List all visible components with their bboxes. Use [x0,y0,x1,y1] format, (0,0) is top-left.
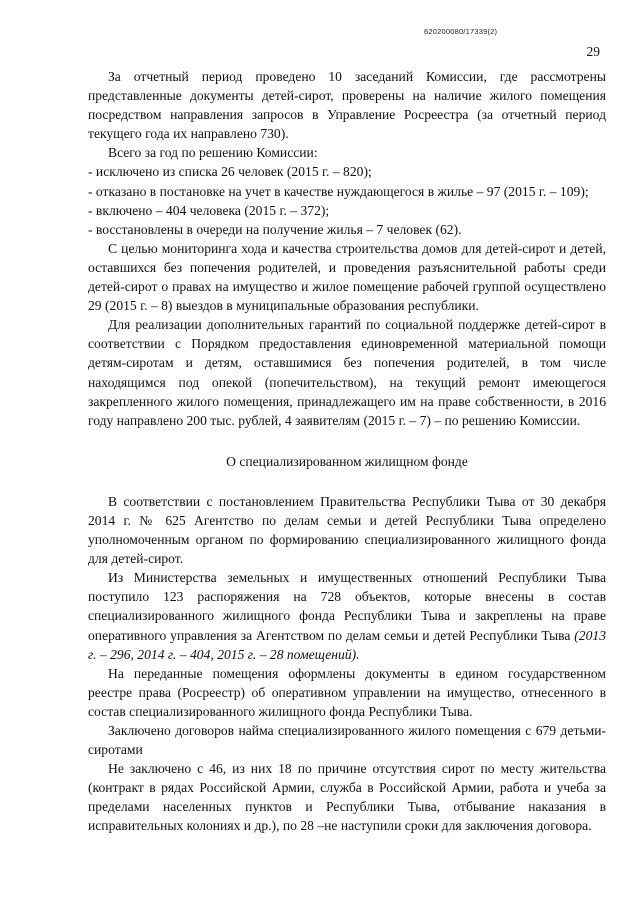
paragraph-contracts-not-concluded: Не заключено с 46, из них 18 по причине отсутствия сирот по месту жительства (контракт в рядах Российской Армии, служба в Российской Армии, работа и учеба за пределами населенных пунктов и Республики Тыва, отбывание наказания в исправительных колониях и др.), по 28 –не наступили сроки для заключения договора. [88,761,606,834]
paragraph-commission-meetings: За отчетный период проведено 10 заседаний Комиссии, где рассмотрены представленные документы детей-сирот, проверены на наличие жилого помещения посредством направления запросов в Управление Росреестра (за отчетный период текущего года их направлено 730). [88,69,606,142]
paragraph-monitoring: С целью мониторинга хода и качества строительства домов для детей-сирот и детей, оставшихся без попечения родителей, и проведения разъяснительной работы среди детей-сирот о правах на имущество и жилое помещение рабочей группой осуществлено 29 (2015 г. – 8) выездов в муниципальные образования республики. [88,240,606,314]
paragraph-additional-guarantees: Для реализации дополнительных гарантий по социальной поддержке детей-сирот в соответствии с Порядком предоставления единовременной материальной помощи детям-сиротам и детям, оставшимися без попечения родителей, в том числе находящимся под опекой (попечительством), на текущий ремонт имеющегося закрепленного жилого помещения, принадлежащего им на праве собственности, в 2016 году направлено 200 тыс. рублей, 4 заявителям (2015 г. – 7) – по решению Комиссии. [88,317,606,428]
paragraph-registration: На переданные помещения оформлены документы в едином государственном реестре права (Росреестр) об оперативном управлении на имущество, отнесенного в состав специализированного жилищного фонда Республики Тыва. [88,665,606,719]
list-item-excluded: - исключено из списка 26 человек (2015 г. – 820); [88,164,372,180]
paragraph-contracts-concluded: Заключено договоров найма специализированного жилого помещения с 679 детьми-сиротами [88,723,606,758]
list-item-refused: - отказано в постановке на учет в качестве нуждающегося в жилье – 97 (2015 г. – 109); [88,183,589,199]
ministry-orders-text: Из Министерства земельных и имущественных отношений Республики Тыва поступило 123 распоряжения на 728 объектов, которые внесены в состав специализированного жилищного фонда Республики Тыва и закреплены на праве оперативного управления за Агентством по делам семьи и детей Республики Тыва [88,570,606,643]
paragraph-ministry-orders [88,568,606,663]
paragraph-government-decree: В соответствии с постановлением Правительства Республики Тыва от 30 декабря 2014 г. № 625 Агентство по делам семьи и детей Республики Тыва определено уполномоченным органом по формированию специализированного жилищного фонда для детей-сирот. [88,493,606,567]
page-number: 29 [586,44,600,59]
list-item-restored: - восстановлены в очереди на получение жилья – 7 человек (62). [88,221,462,237]
list-item-included: - включено – 404 человека (2015 г. – 372); [88,202,330,218]
ministry-orders-years: (2013 г. – 296, 2014 г. – 404, 2015 г. – 28 помещений). [88,627,606,662]
paragraph-commission-decisions-intro: Всего за год по решению Комиссии: [108,145,318,161]
section-heading-specialized-fund: О специализированном жилищном фонде [226,453,468,469]
document-code: 620200080/17339(2) [424,27,498,36]
document-body [88,67,606,836]
